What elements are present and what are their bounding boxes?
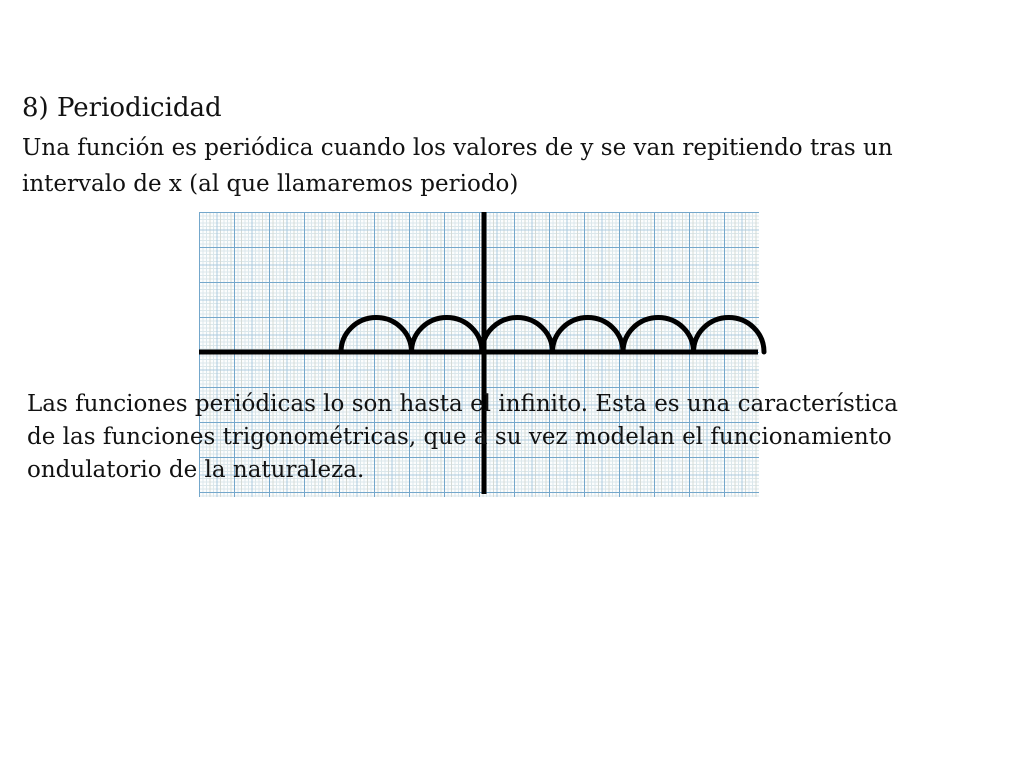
intro-line-1: Una función es periódica cuando los valores de y se van repitiendo tras un: [22, 135, 893, 161]
note-line-2: de las funciones trigonométricas, que a su vez modelan el funcionamiento: [27, 424, 892, 450]
intro-paragraph: [22, 130, 893, 202]
note-line-1: Las funciones periódicas lo son hasta el infinito. Esta es una característica: [27, 391, 898, 417]
intro-line-2: intervalo de x (al que llamaremos periodo): [22, 171, 519, 197]
note-line-3: ondulatorio de la naturaleza.: [27, 457, 365, 483]
note-paragraph: [27, 388, 898, 487]
periodic-curve: [341, 318, 764, 353]
section-heading: 8) Periodicidad: [22, 93, 222, 123]
